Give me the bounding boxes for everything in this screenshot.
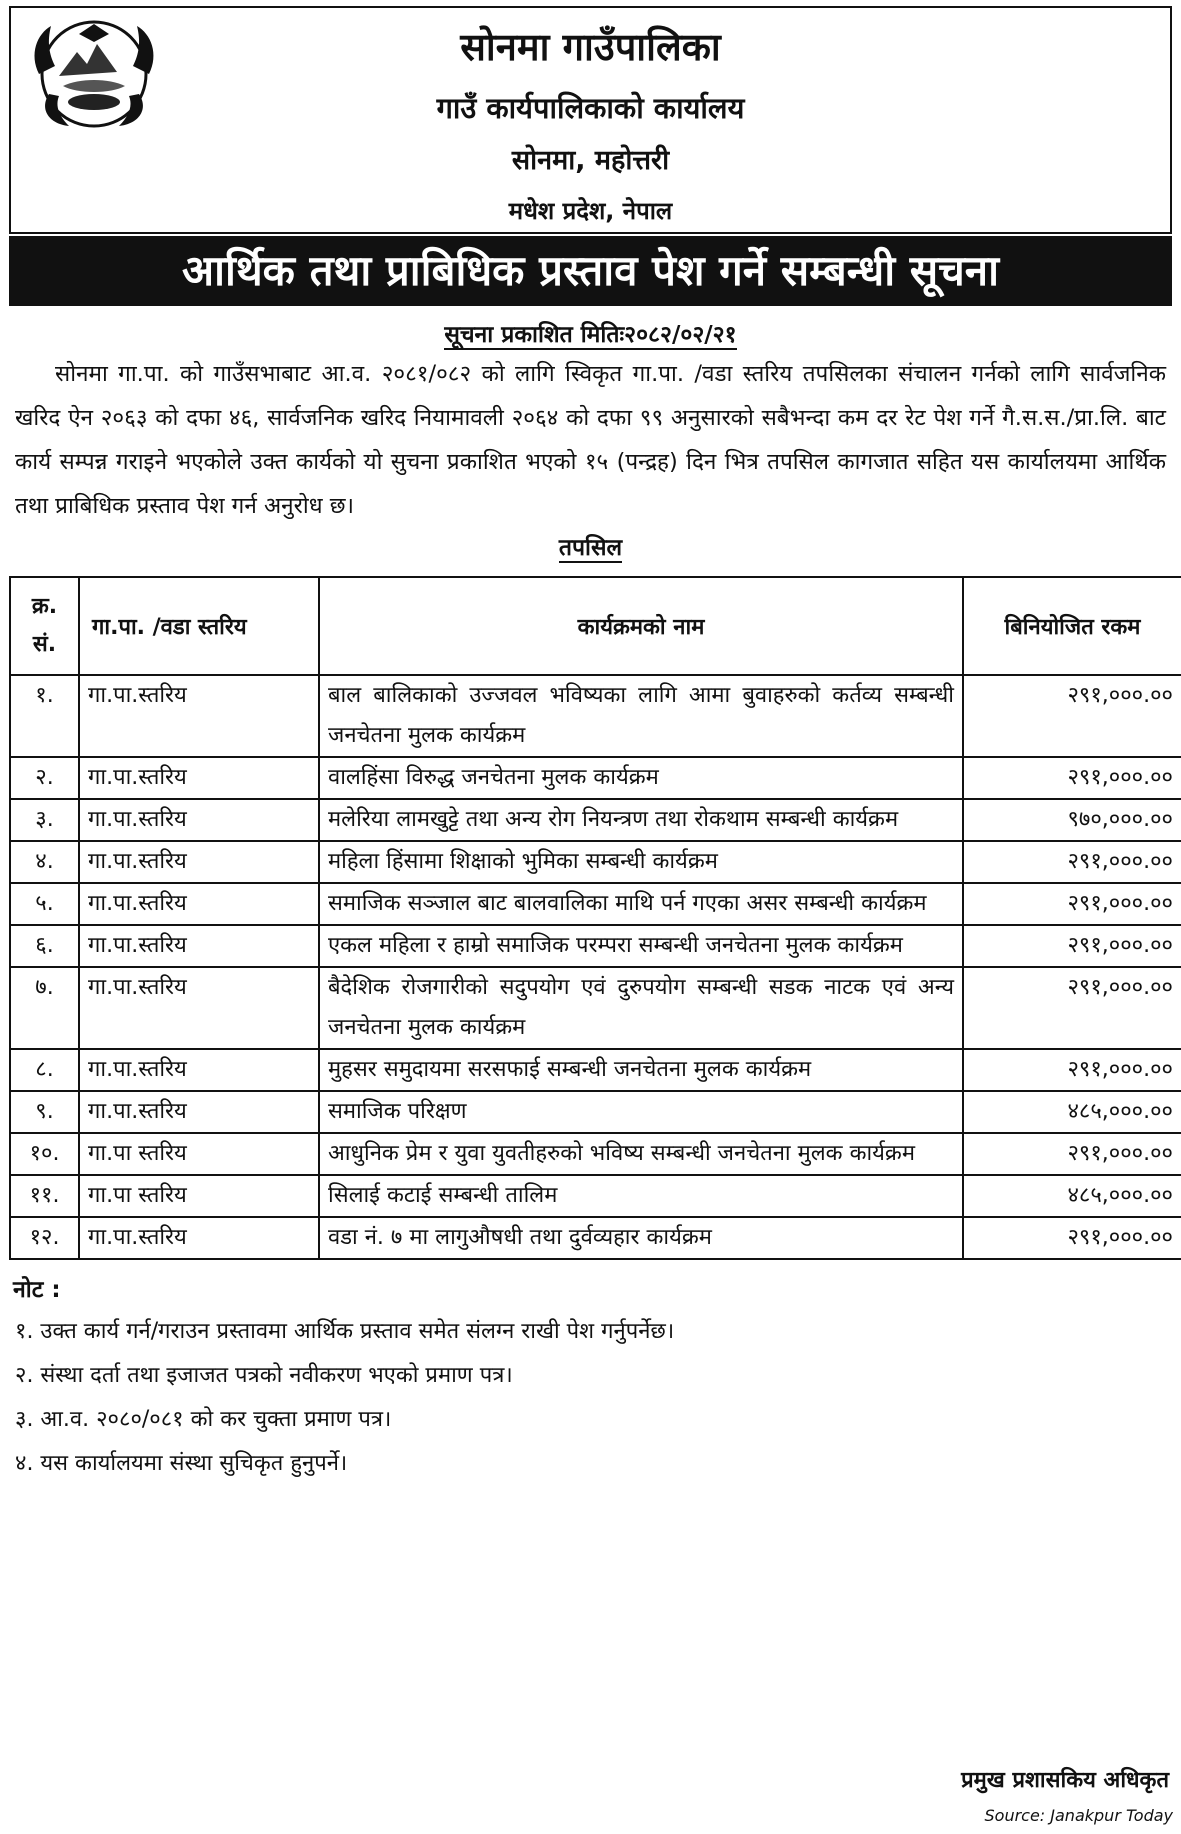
signatory-title: प्रमुख प्रशासकिय अधिकृत — [961, 1768, 1169, 1793]
program-table — [9, 576, 1181, 1260]
notice-title-banner: आर्थिक तथा प्राबिधिक प्रस्ताव पेश गर्ने सम्बन्धी सूचना — [9, 236, 1172, 306]
table-row — [10, 1133, 1181, 1175]
header-level: गा.पा. /वडा स्तरिय — [79, 577, 319, 675]
row-program-name: आधुनिक प्रेम र युवा युवतीहरुको भविष्य सम्बन्धी जनचेतना मुलक कार्यक्रम — [319, 1133, 963, 1175]
table-row — [10, 799, 1181, 841]
table-header-row — [10, 577, 1181, 675]
row-program-name: वडा नं. ७ मा लागुऔषधी तथा दुर्वव्यहार कार्यक्रम — [319, 1217, 963, 1259]
row-amount: २९१,०००.०० — [963, 925, 1181, 967]
header-program-name: कार्यक्रमको नाम — [319, 577, 963, 675]
row-level: गा.पा.स्तरिय — [79, 967, 319, 1049]
row-amount: ४८५,०००.०० — [963, 1175, 1181, 1217]
row-program-name: एकल महिला र हाम्रो समाजिक परम्परा सम्बन्धी जनचेतना मुलक कार्यक्रम — [319, 925, 963, 967]
note-item: ४. यस कार्यालयमा संस्था सुचिकृत हुनुपर्ने। — [15, 1451, 348, 1476]
row-amount: ९७०,०००.०० — [963, 799, 1181, 841]
office-name: गाउँ कार्यपालिकाको कार्यालय — [436, 91, 745, 125]
row-level: गा.पा स्तरिय — [79, 1175, 319, 1217]
table-row — [10, 675, 1181, 757]
row-serial: ७. — [10, 967, 79, 1049]
row-serial: ८. — [10, 1049, 79, 1091]
schedule-heading-text: तपसिल — [558, 535, 623, 561]
row-serial: ६. — [10, 925, 79, 967]
row-amount: २९१,०००.०० — [963, 1049, 1181, 1091]
intro-paragraph: सोनमा गा.पा. को गाउँसभाबाट आ.व. २०८१/०८२ को लागि स्विकृत गा.पा. /वडा स्तरिय तपसिलका संचालन गर्नको लागि सार्वजनिक खरिद ऐन २०६३ को दफा ४६, सार्वजनिक खरिद नियामावली २०६४ को दफा ९९ अनुसारको सबैभन्दा कम दर रेट पेश गर्ने गै.स.स./प्रा.लि. बाट कार्य सम्पन्न गराइने भएकोले उक्त कार्यको यो सुचना प्रकाशित भएको १५ (पन्द्रह) दिन भित्र तपसिल कागजात सहित यस कार्यालयमा आर्थिक तथा प्राबिधिक प्रस्ताव पेश गर्न अनुरोध छ। — [15, 361, 1166, 519]
row-program-name: बैदेशिक रोजगारीको सदुपयोग एवं दुरुपयोग सम्बन्धी सडक नाटक एवं अन्य जनचेतना मुलक कार्यक्रम — [319, 967, 963, 1049]
schedule-heading — [9, 528, 1172, 568]
row-serial: २. — [10, 757, 79, 799]
row-amount: २९१,०००.०० — [963, 1133, 1181, 1175]
letterhead — [9, 6, 1172, 234]
source-credit: Source: Janakpur Today — [984, 1806, 1173, 1825]
row-amount: २९१,०००.०० — [963, 757, 1181, 799]
row-program-name: सिलाई कटाई सम्बन्धी तालिम — [319, 1175, 963, 1217]
note-item: ३. आ.व. २०८०/०८१ को कर चुक्ता प्रमाण पत्र। — [15, 1407, 392, 1432]
row-amount: २९१,०००.०० — [963, 1217, 1181, 1259]
table-row — [10, 967, 1181, 1049]
row-level: गा.पा.स्तरिय — [79, 841, 319, 883]
table-row — [10, 841, 1181, 883]
header-serial — [10, 577, 79, 675]
note-item: २. संस्था दर्ता तथा इजाजत पत्रको नवीकरण भएको प्रमाण पत्र। — [15, 1363, 513, 1388]
row-level: गा.पा.स्तरिय — [79, 1091, 319, 1133]
row-serial: ५. — [10, 883, 79, 925]
row-program-name: बाल बालिकाको उज्जवल भविष्यका लागि आमा बुवाहरुको कर्तव्य सम्बन्धी जनचेतना मुलक कार्यक्रम — [319, 675, 963, 757]
row-amount: २९१,०००.०० — [963, 841, 1181, 883]
row-program-name: समाजिक परिक्षण — [319, 1091, 963, 1133]
table-row — [10, 1049, 1181, 1091]
row-serial: ९. — [10, 1091, 79, 1133]
row-program-name: महिला हिंसामा शिक्षाको भुमिका सम्बन्धी कार्यक्रम — [319, 841, 963, 883]
row-level: गा.पा.स्तरिय — [79, 1217, 319, 1259]
header-amount: बिनियोजित रकम — [963, 577, 1181, 675]
row-level: गा.पा.स्तरिय — [79, 925, 319, 967]
row-program-name: समाजिक सञ्जाल बाट बालवालिका माथि पर्न गएका असर सम्बन्धी कार्यक्रम — [319, 883, 963, 925]
row-amount: २९१,०००.०० — [963, 675, 1181, 757]
row-amount: २९१,०००.०० — [963, 967, 1181, 1049]
row-amount: २९१,०००.०० — [963, 883, 1181, 925]
row-serial: ४. — [10, 841, 79, 883]
row-level: गा.पा.स्तरिय — [79, 757, 319, 799]
row-serial: १०. — [10, 1133, 79, 1175]
row-level: गा.पा.स्तरिय — [79, 675, 319, 757]
province-country: मधेश प्रदेश, नेपाल — [508, 197, 673, 225]
notes-title: नोट : — [13, 1277, 61, 1303]
table-row — [10, 925, 1181, 967]
note-item: १. उक्त कार्य गर्न/गराउन प्रस्तावमा आर्थिक प्रस्ताव समेत संलग्न राखी पेश गर्नुपर्नेछ। — [15, 1319, 675, 1344]
row-serial: १. — [10, 675, 79, 757]
row-level: गा.पा स्तरिय — [79, 1133, 319, 1175]
row-level: गा.पा.स्तरिय — [79, 883, 319, 925]
header-serial-line2: सं. — [32, 632, 57, 657]
municipality-name: सोनमा गाउँपालिका — [460, 25, 721, 69]
header-serial-line1: क्र. — [31, 594, 58, 619]
row-serial: ३. — [10, 799, 79, 841]
table-row — [10, 757, 1181, 799]
row-program-name: वालहिंसा विरुद्ध जनचेतना मुलक कार्यक्रम — [319, 757, 963, 799]
row-serial: १२. — [10, 1217, 79, 1259]
table-row — [10, 1175, 1181, 1217]
row-level: गा.पा.स्तरिय — [79, 1049, 319, 1091]
table-row — [10, 883, 1181, 925]
publish-date-text: सूचना प्रकाशित मितिः२०८२/०२/२१ — [444, 322, 737, 348]
row-serial: ११. — [10, 1175, 79, 1217]
table-row — [10, 1217, 1181, 1259]
row-level: गा.पा.स्तरिय — [79, 799, 319, 841]
row-amount: ४८५,०००.०० — [963, 1091, 1181, 1133]
row-program-name: मलेरिया लामखुट्टे तथा अन्य रोग नियन्त्रण तथा रोकथाम सम्बन्धी कार्यक्रम — [319, 799, 963, 841]
office-location: सोनमा, महोत्तरी — [511, 145, 670, 176]
table-row — [10, 1091, 1181, 1133]
row-program-name: मुहसर समुदायमा सरसफाई सम्बन्धी जनचेतना मुलक कार्यक्रम — [319, 1049, 963, 1091]
publish-date — [9, 318, 1172, 352]
